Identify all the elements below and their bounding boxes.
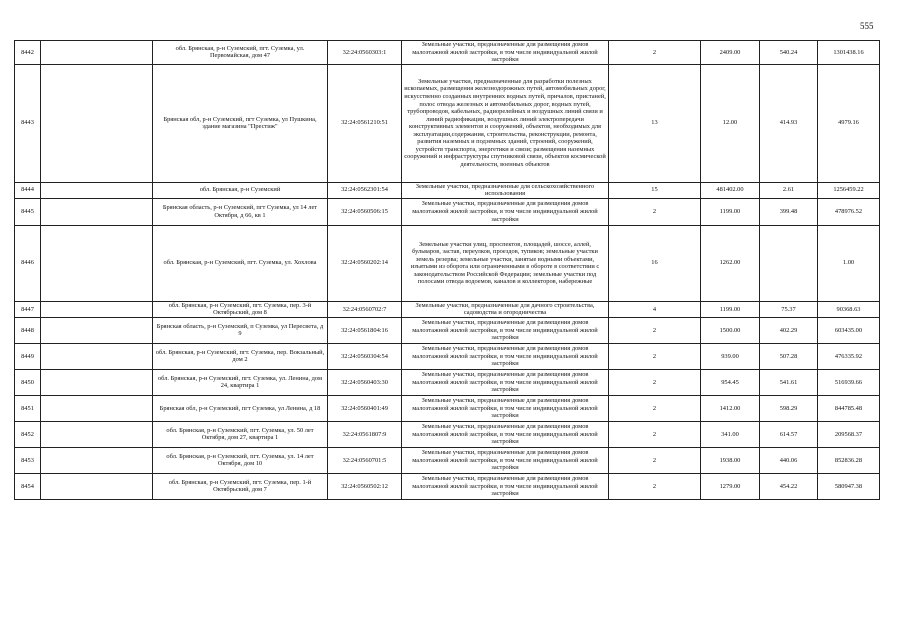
row-number: 8448 xyxy=(15,317,41,343)
row-number: 8445 xyxy=(15,198,41,225)
specific-value-cell: 414.93 xyxy=(760,64,818,182)
cadastral-number-cell: 32:24:0560403:30 xyxy=(328,369,402,395)
cadastral-number-cell: 32:24:0561210:51 xyxy=(328,64,402,182)
use-group-cell: 2 xyxy=(609,369,701,395)
land-use-cell: Земельные участки, предназначенные для размещения домов малоэтажной жилой застройки, в том числе индивидуальной жилой застройки xyxy=(402,421,609,447)
cadastral-number-cell: 32:24:0560401:49 xyxy=(328,395,402,421)
address-cell: Брянская область, р-н Суземский, п Суземка, ул Пересвета, д 9 xyxy=(153,317,328,343)
spacer-cell xyxy=(41,301,153,317)
table-row xyxy=(15,421,880,447)
cadastral-value-cell: 478976.52 xyxy=(818,198,880,225)
cadastral-number-cell: 32:24:0560202:14 xyxy=(328,225,402,301)
specific-value-cell: 598.29 xyxy=(760,395,818,421)
spacer-cell xyxy=(41,64,153,182)
use-group-cell: 2 xyxy=(609,473,701,499)
table-row xyxy=(15,395,880,421)
cadastral-number-cell: 32:24:0560702:7 xyxy=(328,301,402,317)
cadastral-value-cell: 90368.63 xyxy=(818,301,880,317)
row-number: 8452 xyxy=(15,421,41,447)
land-use-cell: Земельные участки, предназначенные для дачного строительства, садоводства и огородничества xyxy=(402,301,609,317)
row-number: 8453 xyxy=(15,447,41,473)
cadastral-number-cell: 32:24:0560701:5 xyxy=(328,447,402,473)
use-group-cell: 2 xyxy=(609,395,701,421)
land-use-cell: Земельные участки, предназначенные для размещения домов малоэтажной жилой застройки, в том числе индивидуальной жилой застройки xyxy=(402,317,609,343)
specific-value-cell: 440.06 xyxy=(760,447,818,473)
row-number: 8443 xyxy=(15,64,41,182)
address-cell: обл. Брянская, р-н Суземский, пгт. Суземка, ул. Первомайская, дом 47 xyxy=(153,41,328,65)
spacer-cell xyxy=(41,343,153,369)
cadastral-value-cell: 1301438.16 xyxy=(818,41,880,65)
area-cell: 2409.00 xyxy=(701,41,760,65)
cadastral-number-cell: 32:24:0560502:12 xyxy=(328,473,402,499)
spacer-cell xyxy=(41,225,153,301)
specific-value-cell xyxy=(760,225,818,301)
cadastral-value-cell: 516939.66 xyxy=(818,369,880,395)
address-cell: обл. Брянская, р-н Суземский, пгт. Суземка, пер. Вокзальный, дом 2 xyxy=(153,343,328,369)
spacer-cell xyxy=(41,369,153,395)
table-row xyxy=(15,198,880,225)
area-cell: 1500.00 xyxy=(701,317,760,343)
area-cell: 12.00 xyxy=(701,64,760,182)
land-use-cell: Земельные участки, предназначенные для размещения домов малоэтажной жилой застройки, в том числе индивидуальной жилой застройки xyxy=(402,41,609,65)
row-number: 8454 xyxy=(15,473,41,499)
land-use-cell: Земельные участки, предназначенные для размещения домов малоэтажной жилой застройки, в том числе индивидуальной жилой застройки xyxy=(402,369,609,395)
area-cell: 954.45 xyxy=(701,369,760,395)
cadastral-value-cell: 603435.00 xyxy=(818,317,880,343)
row-number: 8451 xyxy=(15,395,41,421)
use-group-cell: 2 xyxy=(609,317,701,343)
table-body xyxy=(15,41,880,500)
table-row xyxy=(15,447,880,473)
area-cell: 1412.00 xyxy=(701,395,760,421)
spacer-cell xyxy=(41,41,153,65)
table-row xyxy=(15,182,880,198)
address-cell: обл. Брянская, р-н Суземский, пгт. Суземка, ул. Хохлова xyxy=(153,225,328,301)
use-group-cell: 15 xyxy=(609,182,701,198)
use-group-cell: 2 xyxy=(609,421,701,447)
table-row xyxy=(15,41,880,65)
address-cell: обл. Брянская, р-н Суземский, пгт. Суземка, ул. 14 лет Октября, дом 10 xyxy=(153,447,328,473)
area-cell: 1938.00 xyxy=(701,447,760,473)
specific-value-cell: 399.48 xyxy=(760,198,818,225)
table-row xyxy=(15,225,880,301)
area-cell: 939.00 xyxy=(701,343,760,369)
specific-value-cell: 402.29 xyxy=(760,317,818,343)
address-cell: обл. Брянская, р-н Суземский xyxy=(153,182,328,198)
address-cell: обл. Брянская, р-н Суземский, пгт. Суземка, пер. 3-й Октябрьский, дом 8 xyxy=(153,301,328,317)
land-use-cell: Земельные участки, предназначенные для сельскохозяйственного использования xyxy=(402,182,609,198)
spacer-cell xyxy=(41,421,153,447)
area-cell: 1199.00 xyxy=(701,301,760,317)
land-use-cell: Земельные участки, предназначенные для размещения домов малоэтажной жилой застройки, в том числе индивидуальной жилой застройки xyxy=(402,395,609,421)
use-group-cell: 2 xyxy=(609,41,701,65)
row-number: 8447 xyxy=(15,301,41,317)
address-cell: обл. Брянская, р-н Суземский, пгт. Суземка, пер. 1-й Октябрьский, дом 7 xyxy=(153,473,328,499)
cadastral-value-cell: 852836.28 xyxy=(818,447,880,473)
row-number: 8442 xyxy=(15,41,41,65)
cadastral-number-cell: 32:24:0561807:9 xyxy=(328,421,402,447)
address-cell: Брянская обл, р-н Суземский, пгт Суземка, ул Пушкина, здание магазина "Престиж" xyxy=(153,64,328,182)
table-row xyxy=(15,301,880,317)
table-row xyxy=(15,317,880,343)
spacer-cell xyxy=(41,473,153,499)
specific-value-cell: 507.28 xyxy=(760,343,818,369)
spacer-cell xyxy=(41,447,153,473)
area-cell: 481402.00 xyxy=(701,182,760,198)
cadastral-value-cell: 4979.16 xyxy=(818,64,880,182)
use-group-cell: 13 xyxy=(609,64,701,182)
address-cell: обл. Брянская, р-н Суземский, пгт. Суземка, ул. 50 лет Октября, дом 27, квартира 1 xyxy=(153,421,328,447)
land-use-cell: Земельные участки, предназначенные для разработки полезных ископаемых, размещения железнодорожных путей, автомобильных дорог, искусственно созданных внутренних водных путей, причалов, пристаней, полос отвода железных и автомобильных дорог, водных путей, трубопроводов, кабельных, радиорелейных и воздушных линий связи и линий радиофикации, воздушных линий электропередачи конструктивных элементов и сооружений, объектов, необходимых для эксплуатации,содержания, строительства, реконструкции, ремонта, развития наземных и подземных зданий, строений, сооружений, устройств транспорта, энергетики и связи; размещения наземных сооружений и инфраструктуры спутниковой связи, объектов космической деятельности, военных объектов xyxy=(402,64,609,182)
specific-value-cell: 2.61 xyxy=(760,182,818,198)
cadastral-number-cell: 32:24:0560506:15 xyxy=(328,198,402,225)
row-number: 8446 xyxy=(15,225,41,301)
use-group-cell: 16 xyxy=(609,225,701,301)
land-use-cell: Земельные участки, предназначенные для размещения домов малоэтажной жилой застройки, в том числе индивидуальной жилой застройки xyxy=(402,343,609,369)
specific-value-cell: 541.61 xyxy=(760,369,818,395)
cadastral-number-cell: 32:24:0562301:54 xyxy=(328,182,402,198)
use-group-cell: 2 xyxy=(609,198,701,225)
spacer-cell xyxy=(41,317,153,343)
specific-value-cell: 540.24 xyxy=(760,41,818,65)
area-cell: 1199.00 xyxy=(701,198,760,225)
use-group-cell: 2 xyxy=(609,343,701,369)
address-cell: Брянская область, р-н Суземский, пгт Суземка, ул 14 лет Октября, д 66, кв 1 xyxy=(153,198,328,225)
area-cell: 341.00 xyxy=(701,421,760,447)
table-row xyxy=(15,64,880,182)
specific-value-cell: 75.37 xyxy=(760,301,818,317)
page-number: 555 xyxy=(860,21,874,31)
use-group-cell: 4 xyxy=(609,301,701,317)
area-cell: 1279.00 xyxy=(701,473,760,499)
row-number: 8444 xyxy=(15,182,41,198)
cadastral-number-cell: 32:24:0560304:54 xyxy=(328,343,402,369)
specific-value-cell: 454.22 xyxy=(760,473,818,499)
table-row xyxy=(15,473,880,499)
land-use-cell: Земельные участки, предназначенные для размещения домов малоэтажной жилой застройки, в том числе индивидуальной жилой застройки xyxy=(402,447,609,473)
cadastral-number-cell: 32:24:0560303:1 xyxy=(328,41,402,65)
area-cell: 1262.00 xyxy=(701,225,760,301)
land-use-cell: Земельные участки, предназначенные для размещения домов малоэтажной жилой застройки, в том числе индивидуальной жилой застройки xyxy=(402,198,609,225)
spacer-cell xyxy=(41,198,153,225)
land-use-cell: Земельные участки, предназначенные для размещения домов малоэтажной жилой застройки, в том числе индивидуальной жилой застройки xyxy=(402,473,609,499)
cadastral-value-cell: 844785.48 xyxy=(818,395,880,421)
row-number: 8450 xyxy=(15,369,41,395)
cadastral-value-cell: 580947.38 xyxy=(818,473,880,499)
spacer-cell xyxy=(41,395,153,421)
address-cell: Брянская обл, р-н Суземский, пгт Суземка, ул Ленина, д 18 xyxy=(153,395,328,421)
specific-value-cell: 614.57 xyxy=(760,421,818,447)
cadastral-value-cell: 209568.37 xyxy=(818,421,880,447)
row-number: 8449 xyxy=(15,343,41,369)
land-use-cell: Земельные участки улиц, проспектов, площадей, шоссе, аллей, бульваров, застав, переулков, проездов, тупиков; земельные участки земель резерва; земельные участки, занятые водными объектами, изъятыми из оборота или ограниченными в обороте в соответствии с законодательством Российской Федерации; земельные участки под полосами отвода водоемов, каналов и коллекторов, набережные xyxy=(402,225,609,301)
cadastral-value-table xyxy=(14,40,880,500)
address-cell: обл. Брянская, р-н Суземский, пгт. Суземка, ул. Ленина, дом 24, квартира 1 xyxy=(153,369,328,395)
use-group-cell: 2 xyxy=(609,447,701,473)
cadastral-value-cell: 1.00 xyxy=(818,225,880,301)
cadastral-value-cell: 476335.92 xyxy=(818,343,880,369)
table-row xyxy=(15,369,880,395)
table-row xyxy=(15,343,880,369)
cadastral-value-cell: 1256459.22 xyxy=(818,182,880,198)
spacer-cell xyxy=(41,182,153,198)
cadastral-number-cell: 32:24:0561804:16 xyxy=(328,317,402,343)
